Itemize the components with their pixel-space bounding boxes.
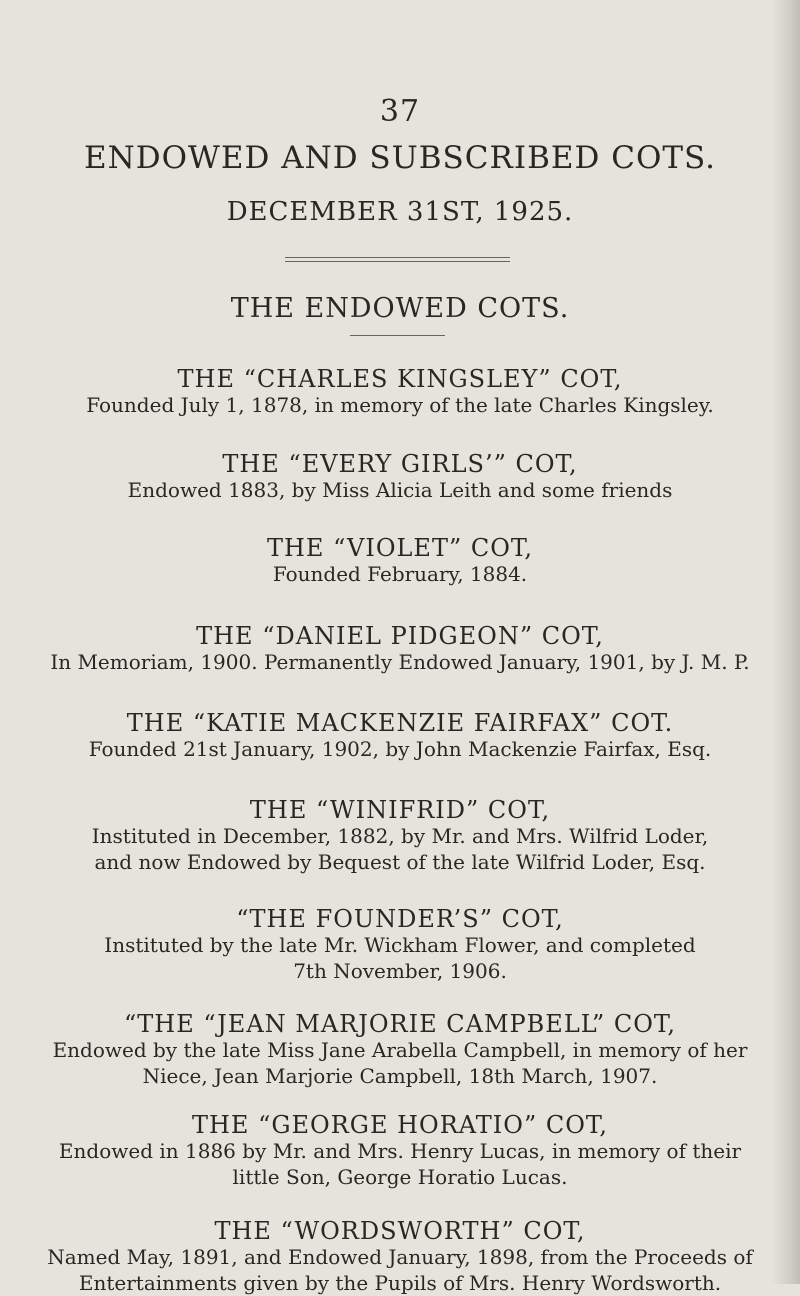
cot-entry	[0, 366, 800, 418]
cot-description-line: Niece, Jean Marjorie Campbell, 18th March, 1907.	[142, 1063, 658, 1088]
cot-heading: THE “EVERY GIRLS’” COT,	[222, 450, 578, 478]
cot-description-line: In Memoriam, 1900. Permanently Endowed January, 1901, by J. M. P.	[50, 650, 750, 675]
cot-heading: “THE “JEAN MARJORIE CAMPBELL” COT,	[124, 1010, 676, 1038]
cot-description-line: Endowed in 1886 by Mr. and Mrs. Henry Lucas, in memory of their	[58, 1139, 742, 1164]
cot-description-line: Endowed by the late Miss Jane Arabella Campbell, in memory of her	[52, 1038, 748, 1063]
page-number: 37	[379, 94, 421, 129]
cot-entry	[0, 797, 800, 875]
cot-entry	[0, 1011, 800, 1089]
cot-heading: THE “WORDSWORTH” COT,	[214, 1217, 586, 1245]
cot-description-line: Endowed 1883, by Miss Alicia Leith and some friends	[127, 478, 673, 503]
cot-heading: THE “VIOLET” COT,	[266, 534, 534, 562]
cot-description-line: Entertainments given by the Pupils of Mrs. Henry Wordsworth.	[78, 1270, 722, 1295]
cot-heading: “THE FOUNDER’S” COT,	[236, 905, 564, 933]
section-title: THE ENDOWED COTS.	[230, 293, 570, 324]
cot-description-line: and now Endowed by Bequest of the late Wilfrid Loder, Esq.	[94, 849, 706, 874]
cot-heading: THE “DANIEL PIDGEON” COT,	[196, 622, 604, 650]
cot-description-line: Founded July 1, 1878, in memory of the late Charles Kingsley.	[86, 393, 714, 418]
cot-heading: THE “WINIFRID” COT,	[249, 796, 551, 824]
cot-heading: THE “KATIE MACKENZIE FAIRFAX” COT.	[126, 709, 674, 737]
cot-description-line: Founded 21st January, 1902, by John Mackenzie Fairfax, Esq.	[88, 737, 712, 762]
cot-description-line: Instituted by the late Mr. Wickham Flower, and completed	[104, 933, 696, 958]
cot-entry	[0, 1112, 800, 1190]
cot-heading: THE “CHARLES KINGSLEY” COT,	[177, 365, 623, 393]
cot-entry	[0, 906, 800, 984]
divider-top	[285, 257, 510, 258]
cot-description-line: Named May, 1891, and Endowed January, 1898, from the Proceeds of	[47, 1245, 753, 1270]
cot-entry	[0, 623, 800, 675]
cot-description-line: 7th November, 1906.	[293, 958, 507, 983]
divider-section	[350, 335, 445, 336]
cot-entry	[0, 710, 800, 762]
cot-description-line: Instituted in December, 1882, by Mr. and Mrs. Wilfrid Loder,	[91, 824, 709, 849]
cot-description-line: little Son, George Horatio Lucas.	[232, 1164, 568, 1189]
cot-description-line: Founded February, 1884.	[272, 562, 528, 587]
cot-entry	[0, 535, 800, 587]
divider-top-second	[285, 261, 510, 262]
page-title: ENDOWED AND SUBSCRIBED COTS.	[83, 140, 717, 176]
report-date: DECEMBER 31ST, 1925.	[226, 197, 574, 227]
cot-entry	[0, 451, 800, 503]
cot-heading: THE “GEORGE HORATIO” COT,	[191, 1111, 609, 1139]
